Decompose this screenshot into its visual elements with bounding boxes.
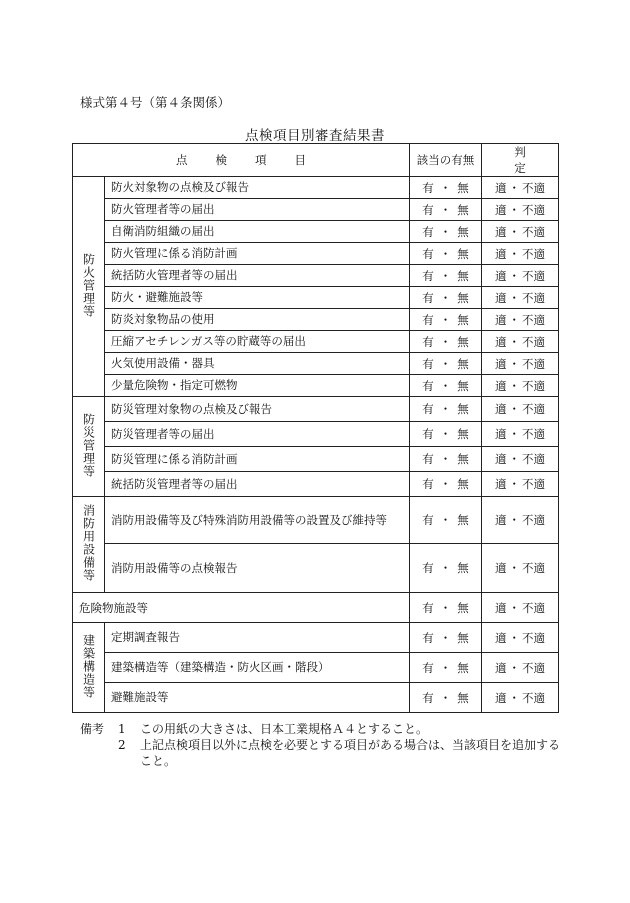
item-label: 消防用設備等及び特殊消防用設備等の設置及び維持等 bbox=[105, 497, 410, 544]
presence-cell[interactable]: 有 ・ 無 bbox=[410, 447, 482, 472]
judgment-cell[interactable]: 適 ・ 不適 bbox=[482, 177, 559, 199]
form-number: 様式第４号（第４条関係） bbox=[80, 95, 231, 110]
remark-number: 2 bbox=[118, 738, 126, 752]
category-cell bbox=[73, 497, 105, 593]
table-row bbox=[73, 544, 559, 593]
presence-cell[interactable]: 有 ・ 無 bbox=[410, 375, 482, 397]
table-row bbox=[73, 593, 559, 623]
judgment-cell[interactable]: 適 ・ 不適 bbox=[482, 243, 559, 265]
item-label: 火気使用設備・器具 bbox=[105, 353, 410, 375]
judgment-cell[interactable]: 適 ・ 不適 bbox=[482, 353, 559, 375]
presence-cell[interactable]: 有 ・ 無 bbox=[410, 243, 482, 265]
presence-cell[interactable]: 有 ・ 無 bbox=[410, 265, 482, 287]
category-label: 消防用設備等 bbox=[81, 504, 96, 582]
item-label: 避難施設等 bbox=[105, 683, 410, 713]
judgment-cell[interactable]: 適 ・ 不適 bbox=[482, 544, 559, 593]
table-row bbox=[73, 375, 559, 397]
judgment-cell[interactable]: 適 ・ 不適 bbox=[482, 472, 559, 497]
table-row bbox=[73, 309, 559, 331]
table-row bbox=[73, 623, 559, 653]
judgment-cell[interactable]: 適 ・ 不適 bbox=[482, 199, 559, 221]
judgment-cell[interactable]: 適 ・ 不適 bbox=[482, 397, 559, 422]
table-row bbox=[73, 199, 559, 221]
remarks-label: 備考 bbox=[80, 722, 105, 736]
judgment-cell[interactable]: 適 ・ 不適 bbox=[482, 422, 559, 447]
item-label: 防災管理対象物の点検及び報告 bbox=[105, 397, 410, 422]
presence-cell[interactable]: 有 ・ 無 bbox=[410, 353, 482, 375]
presence-cell[interactable]: 有 ・ 無 bbox=[410, 497, 482, 544]
judgment-cell[interactable]: 適 ・ 不適 bbox=[482, 331, 559, 353]
presence-cell[interactable]: 有 ・ 無 bbox=[410, 472, 482, 497]
item-label: 自衛消防組織の届出 bbox=[105, 221, 410, 243]
table-row bbox=[73, 243, 559, 265]
judgment-cell[interactable]: 適 ・ 不適 bbox=[482, 287, 559, 309]
presence-cell[interactable]: 有 ・ 無 bbox=[410, 309, 482, 331]
presence-cell[interactable]: 有 ・ 無 bbox=[410, 221, 482, 243]
table-row bbox=[73, 177, 559, 199]
judgment-cell[interactable]: 適 ・ 不適 bbox=[482, 593, 559, 623]
header-row bbox=[73, 144, 559, 177]
presence-cell[interactable]: 有 ・ 無 bbox=[410, 544, 482, 593]
document-title: 点検項目別審査結果書 bbox=[245, 128, 385, 144]
presence-cell[interactable]: 有 ・ 無 bbox=[410, 653, 482, 683]
presence-cell[interactable]: 有 ・ 無 bbox=[410, 422, 482, 447]
item-label: 建築構造等（建築構造・防火区画・階段） bbox=[105, 653, 410, 683]
item-label: 防災管理に係る消防計画 bbox=[105, 447, 410, 472]
table-row bbox=[73, 331, 559, 353]
category-cell bbox=[73, 623, 105, 713]
review-table bbox=[72, 143, 559, 713]
item-label: 防火管理に係る消防計画 bbox=[105, 243, 410, 265]
item-label: 少量危険物・指定可燃物 bbox=[105, 375, 410, 397]
table-row bbox=[73, 447, 559, 472]
table-row bbox=[73, 397, 559, 422]
presence-cell[interactable]: 有 ・ 無 bbox=[410, 287, 482, 309]
judgment-cell[interactable]: 適 ・ 不適 bbox=[482, 447, 559, 472]
category-label: 防火管理等 bbox=[81, 252, 96, 318]
header-presence: 該当の有無 bbox=[410, 144, 482, 177]
category-cell bbox=[73, 177, 105, 397]
judgment-cell[interactable]: 適 ・ 不適 bbox=[482, 265, 559, 287]
table-row bbox=[73, 287, 559, 309]
judgment-cell[interactable]: 適 ・ 不適 bbox=[482, 623, 559, 653]
item-label: 圧縮アセチレンガス等の貯蔵等の届出 bbox=[105, 331, 410, 353]
item-label: 防火管理者等の届出 bbox=[105, 199, 410, 221]
table-row bbox=[73, 497, 559, 544]
remark-number: 1 bbox=[118, 722, 126, 736]
table-row bbox=[73, 472, 559, 497]
remarks bbox=[80, 721, 560, 769]
judgment-cell[interactable]: 適 ・ 不適 bbox=[482, 375, 559, 397]
table-row bbox=[73, 653, 559, 683]
item-label: 防炎対象物品の使用 bbox=[105, 309, 410, 331]
presence-cell[interactable]: 有 ・ 無 bbox=[410, 593, 482, 623]
judgment-cell[interactable]: 適 ・ 不適 bbox=[482, 683, 559, 713]
table-row bbox=[73, 683, 559, 713]
item-label: 防災管理者等の届出 bbox=[105, 422, 410, 447]
presence-cell[interactable]: 有 ・ 無 bbox=[410, 331, 482, 353]
remark-text: この用紙の大きさは、日本工業規格Ａ４とすること。 bbox=[140, 722, 429, 736]
presence-cell[interactable]: 有 ・ 無 bbox=[410, 683, 482, 713]
header-judgment: 判定 bbox=[482, 144, 559, 177]
item-label: 定期調査報告 bbox=[105, 623, 410, 653]
presence-cell[interactable]: 有 ・ 無 bbox=[410, 397, 482, 422]
judgment-cell[interactable]: 適 ・ 不適 bbox=[482, 221, 559, 243]
category-label: 建築構造等 bbox=[81, 633, 96, 699]
remark-text: 上記点検項目以外に点検を必要とする項目がある場合は、当該項目を追加すること。 bbox=[140, 738, 561, 768]
item-label: 危険物施設等 bbox=[73, 593, 410, 623]
item-label: 統括防災管理者等の届出 bbox=[105, 472, 410, 497]
item-label: 消防用設備等の点検報告 bbox=[105, 544, 410, 593]
judgment-cell[interactable]: 適 ・ 不適 bbox=[482, 653, 559, 683]
presence-cell[interactable]: 有 ・ 無 bbox=[410, 177, 482, 199]
presence-cell[interactable]: 有 ・ 無 bbox=[410, 199, 482, 221]
item-label: 防火対象物の点検及び報告 bbox=[105, 177, 410, 199]
table-row bbox=[73, 221, 559, 243]
item-label: 防火・避難施設等 bbox=[105, 287, 410, 309]
item-label: 統括防火管理者等の届出 bbox=[105, 265, 410, 287]
category-label: 防災管理等 bbox=[81, 412, 96, 478]
category-cell bbox=[73, 397, 105, 497]
table-row bbox=[73, 353, 559, 375]
judgment-cell[interactable]: 適 ・ 不適 bbox=[482, 309, 559, 331]
table-row bbox=[73, 422, 559, 447]
table-row bbox=[73, 265, 559, 287]
header-inspection-item: 点 検 項 目 bbox=[73, 144, 410, 177]
judgment-cell[interactable]: 適 ・ 不適 bbox=[482, 497, 559, 544]
presence-cell[interactable]: 有 ・ 無 bbox=[410, 623, 482, 653]
